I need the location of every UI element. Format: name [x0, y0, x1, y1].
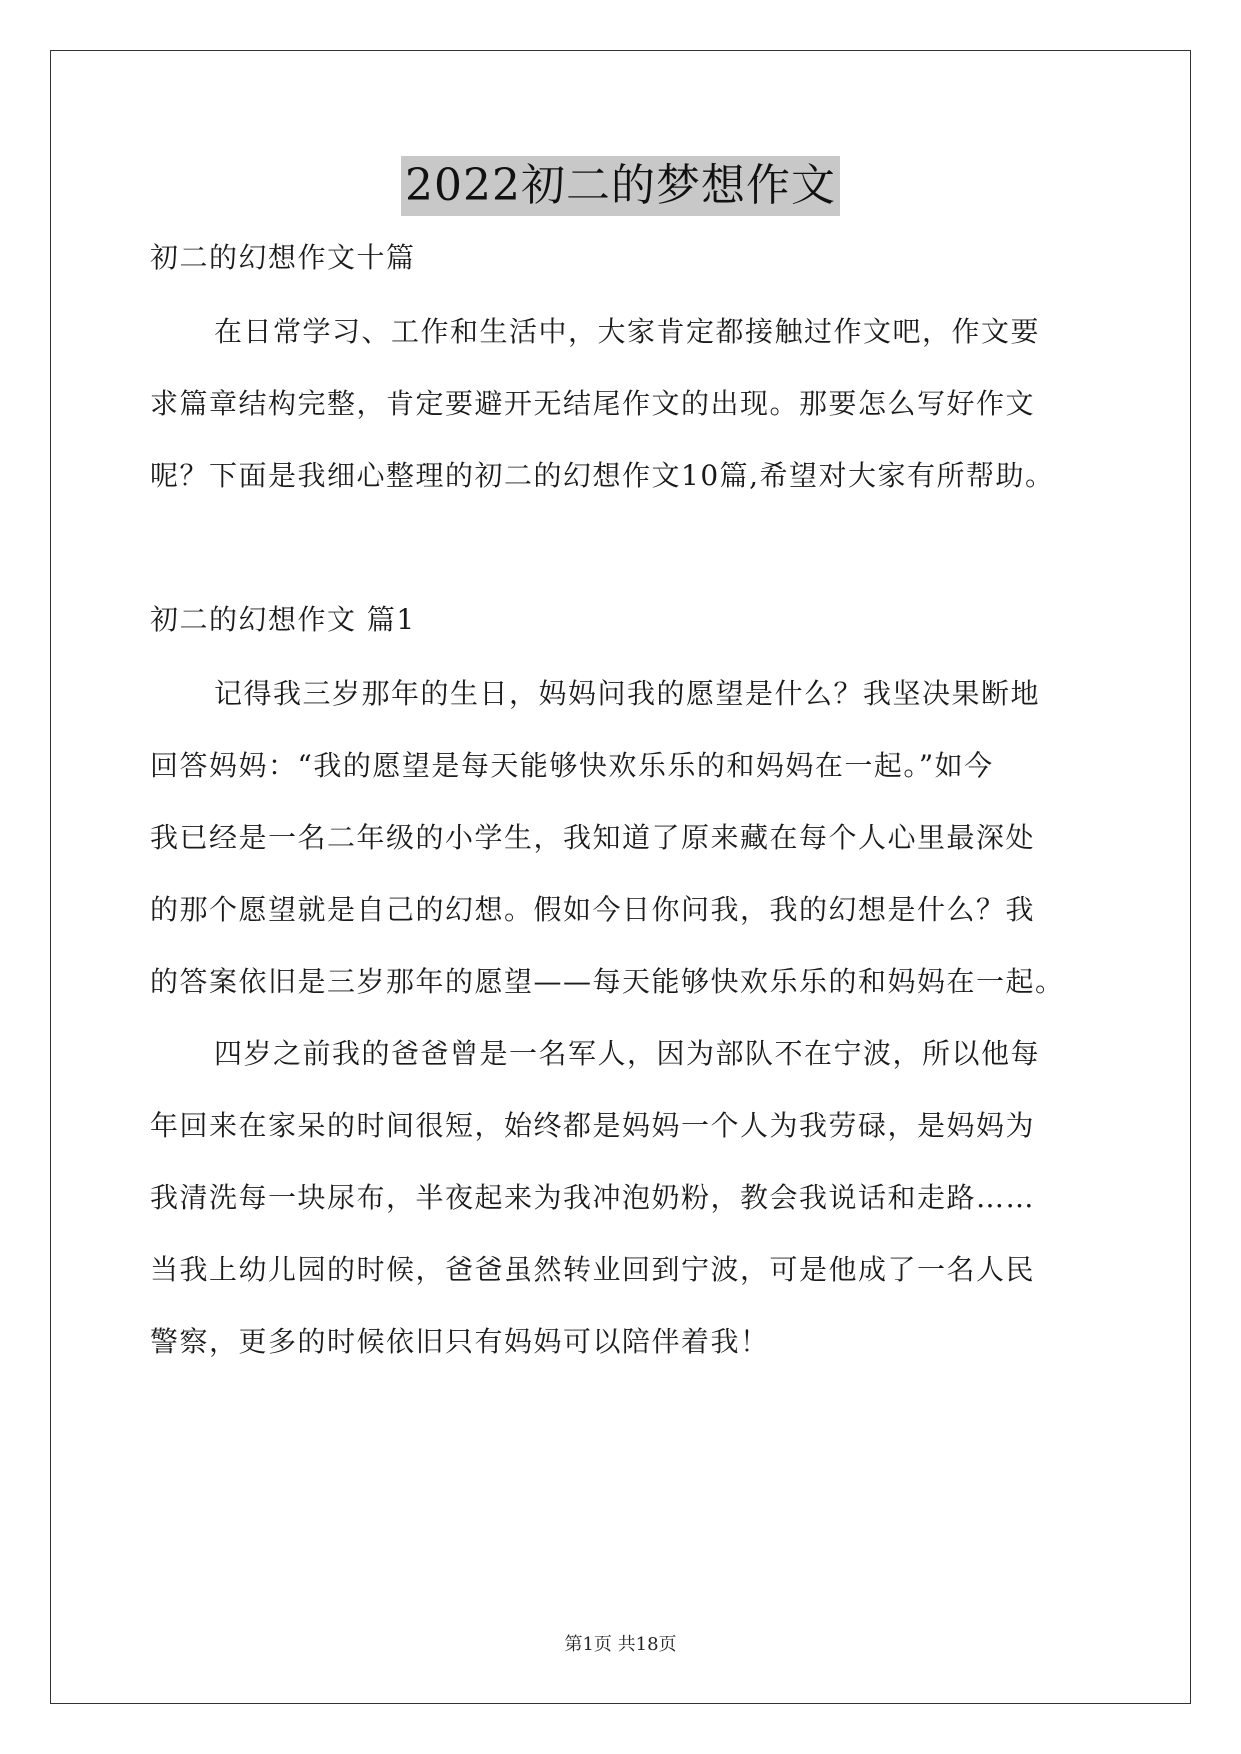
intro-paragraph-line-3: 呢？下面是我细心整理的初二的幻想作文10篇,希望对大家有所帮助。 — [150, 459, 1055, 492]
intro-paragraph-line-2: 求篇章结构完整，肯定要避开无结尾作文的出现。那要怎么写好作文 — [150, 387, 1036, 420]
title-container — [0, 156, 1241, 216]
essay1-paragraph2-line-4: 当我上幼儿园的时候，爸爸虽然转业回到宁波，可是他成了一名人民 — [150, 1253, 1036, 1286]
essay1-paragraph2-line-1: 四岁之前我的爸爸曾是一名军人，因为部队不在宁波，所以他每 — [214, 1037, 1041, 1070]
essay1-paragraph2-line-2: 年回来在家呆的时间很短，始终都是妈妈一个人为我劳碌，是妈妈为 — [150, 1109, 1036, 1142]
essay1-paragraph1-line-3: 我已经是一名二年级的小学生，我知道了原来藏在每个人心里最深处 — [150, 821, 1036, 854]
section-heading-essay-1: 初二的幻想作文 篇1 — [150, 603, 416, 636]
section-heading-collection: 初二的幻想作文十篇 — [150, 241, 416, 274]
intro-paragraph-line-1: 在日常学习、工作和生活中，大家肯定都接触过作文吧，作文要 — [214, 315, 1041, 348]
essay1-paragraph1-line-5: 的答案依旧是三岁那年的愿望——每天能够快欢乐乐的和妈妈在一起。 — [150, 965, 1065, 998]
essay1-paragraph1-line-4: 的那个愿望就是自己的幻想。假如今日你问我，我的幻想是什么？我 — [150, 893, 1036, 926]
page-footer: 第1页 共18页 — [564, 1634, 677, 1655]
essay1-paragraph1-line-2: 回答妈妈：“我的愿望是每天能够快欢乐乐的和妈妈在一起。”如今 — [150, 749, 994, 782]
document-title: 2022初二的梦想作文 — [401, 156, 840, 216]
essay1-paragraph2-line-5: 警察，更多的时候依旧只有妈妈可以陪伴着我！ — [150, 1325, 770, 1358]
essay1-paragraph2-line-3: 我清洗每一块尿布，半夜起来为我冲泡奶粉，教会我说话和走路…… — [150, 1181, 1036, 1214]
essay1-paragraph1-line-1: 记得我三岁那年的生日，妈妈问我的愿望是什么？我坚决果断地 — [214, 677, 1041, 710]
page-border — [50, 50, 1191, 1704]
